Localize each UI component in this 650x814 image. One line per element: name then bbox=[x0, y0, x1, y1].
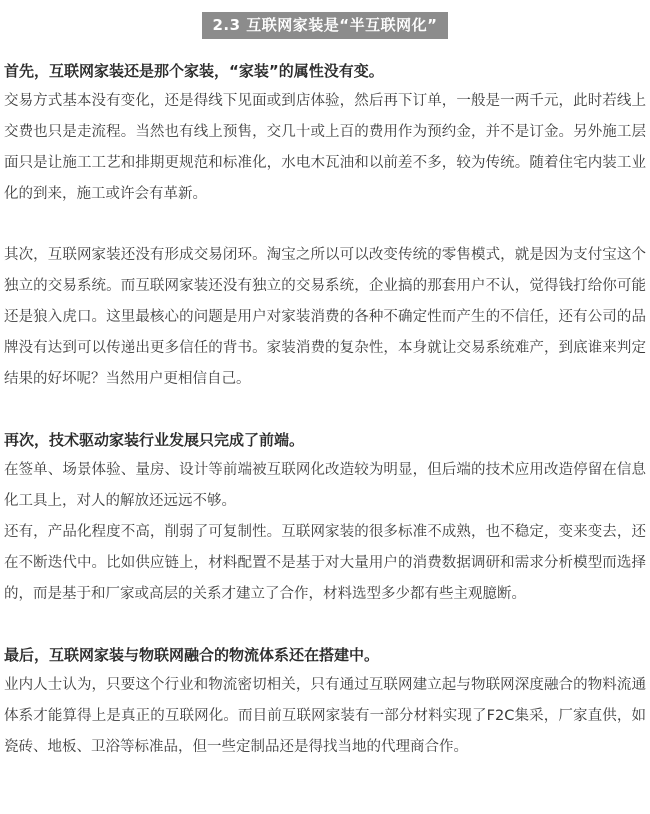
spacer bbox=[4, 210, 646, 240]
section-heading-third: 再次，技术驱动家装行业发展只完成了前端。 bbox=[4, 431, 305, 449]
spacer bbox=[4, 610, 646, 640]
section-title: 2.3 互联网家装是“半互联网化” bbox=[202, 12, 447, 39]
article-body bbox=[4, 56, 646, 763]
section-heading-first: 首先，互联网家装还是那个家装，“家装”的属性没有变。 bbox=[4, 62, 384, 80]
paragraph-third-b: 还有，产品化程度不高，削弱了可复制性。互联网家装的很多标准不成熟，也不稳定，变来变去，还在不断迭代中。比如供应链上，材料配置不是基于对大量用户的消费数据调研和需求分析模型而选择的，而是基于和厂家或高层的关系才建立了合作，材料选型多少都有些主观臆断。 bbox=[4, 524, 646, 602]
paragraph-first: 交易方式基本没有变化，还是得线下见面或到店体验，然后再下订单，一般是一两千元，此时若线上交费也只是走流程。当然也有线上预售，交几十或上百的费用作为预约金，并不是订金。另外施工层面只是让施工工艺和排期更规范和标准化，水电木瓦油和以前差不多，较为传统。随着住宅内装工业化的到来，施工或许会有革新。 bbox=[4, 93, 646, 202]
spacer bbox=[4, 395, 646, 425]
section-title-wrap bbox=[0, 12, 650, 39]
paragraph-last: 业内人士认为，只要这个行业和物流密切相关，只有通过互联网建立起与物联网深度融合的物料流通体系才能算得上是真正的互联网化。而目前互联网家装有一部分材料实现了F2C集采，厂家直供，如瓷砖、地板、卫浴等标准品，但一些定制品还是得找当地的代理商合作。 bbox=[4, 677, 646, 755]
paragraph-third-a: 在签单、场景体验、量房、设计等前端被互联网化改造较为明显，但后端的技术应用改造停留在信息化工具上，对人的解放还远远不够。 bbox=[4, 462, 646, 509]
paragraph-second: 其次，互联网家装还没有形成交易闭环。淘宝之所以可以改变传统的零售模式，就是因为支付宝这个独立的交易系统。而互联网家装还没有独立的交易系统，企业搞的那套用户不认，觉得钱打给你可能还是狼入虎口。这里最核心的问题是用户对家装消费的各种不确定性而产生的不信任，还有公司的品牌没有达到可以传递出更多信任的背书。家装消费的复杂性，本身就让交易系统难产，到底谁来判定结果的好坏呢？当然用户更相信自己。 bbox=[4, 247, 646, 387]
section-heading-last: 最后，互联网家装与物联网融合的物流体系还在搭建中。 bbox=[4, 646, 380, 664]
